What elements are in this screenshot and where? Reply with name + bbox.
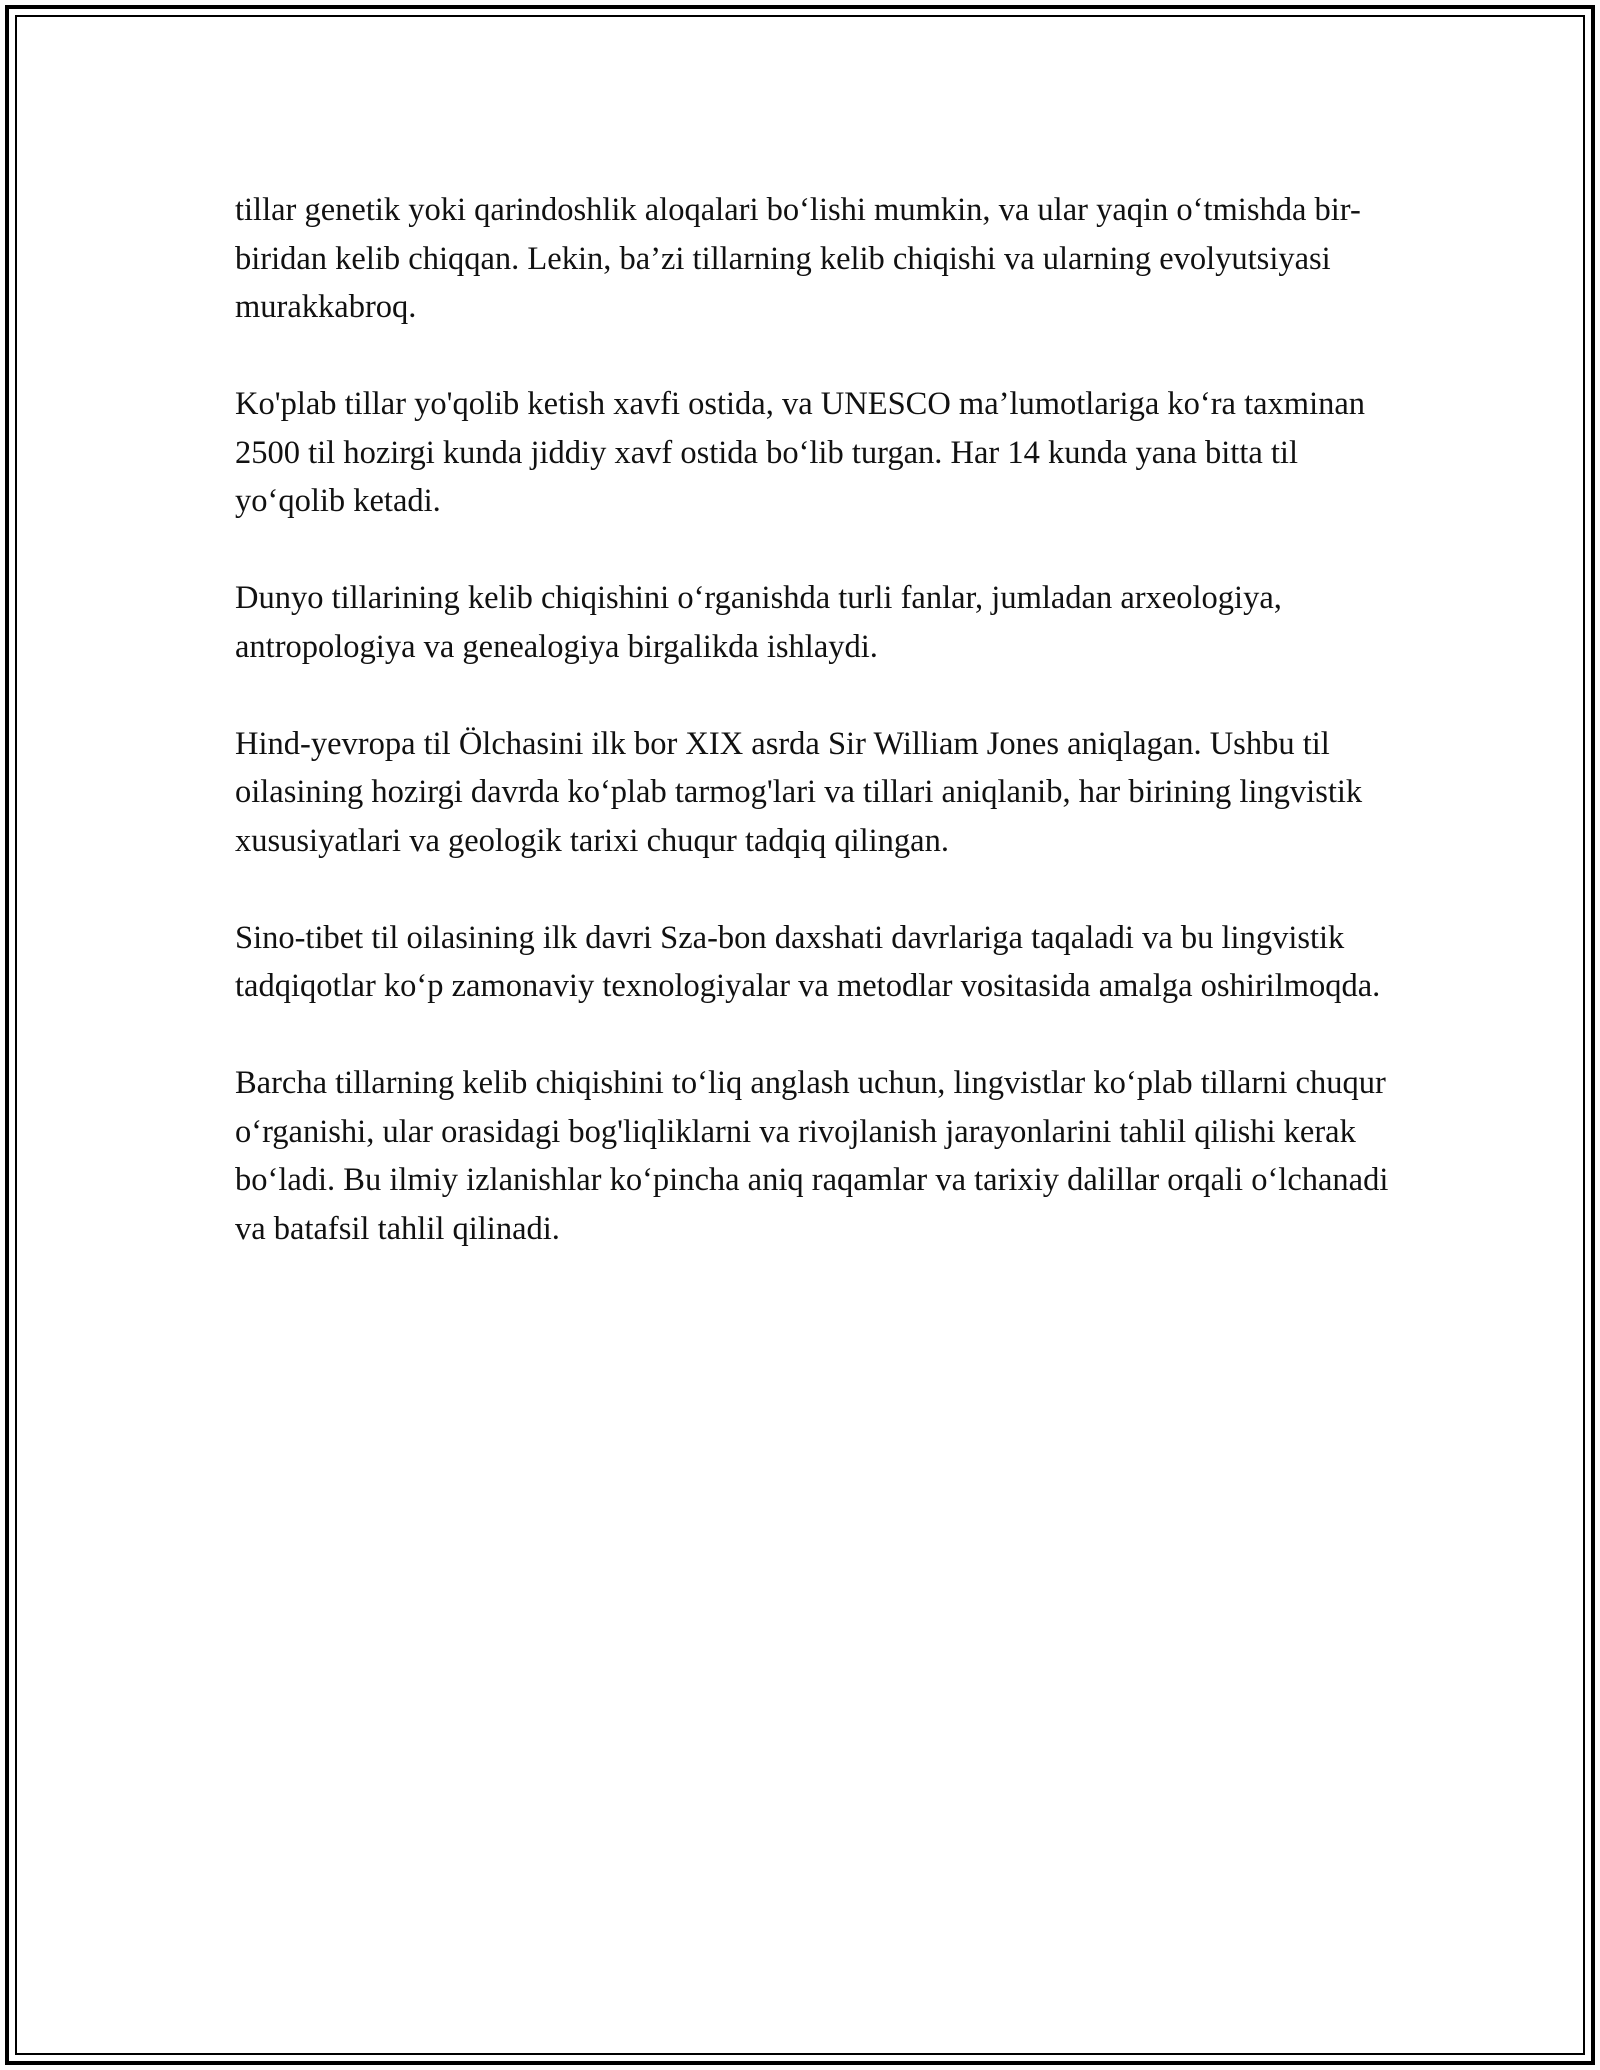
paragraph-3: Dunyo tillarining kelib chiqishini o‘rganishda turli fanlar, jumladan arxeologiya, antropologiya va genealogiya birgalikda ishlaydi. [235, 580, 1282, 665]
paragraph-5: Sino-tibet til oilasining ilk davri Sza-bon daxshati davrlariga taqaladi va bu lingvistik tadqiqotlar ko‘p zamonaviy texnologiyalar va metodlar vositasida amalga oshirilmoqda. [235, 919, 1381, 1004]
paragraph-6: Barcha tillarning kelib chiqishini to‘liq anglash uchun, lingvistlar ko‘plab tillarni chuqur o‘rganishi, ular orasidagi bog'liqliklarni va rivojlanish jarayonlarini tahlil qilishi kerak bo‘ladi. Bu ilmiy izlanishlar ko‘pincha aniq raqamlar va tarixiy dalillar orqali o‘lchanadi va batafsil tahlil qilinadi. [235, 1065, 1389, 1247]
paragraph-2: Ko'plab tillar yo'qolib ketish xavfi ostida, va UNESCO ma’lumotlariga ko‘ra taxminan 2500 til hozirgi kunda jiddiy xavf ostida bo‘lib turgan. Har 14 kunda yana bitta til yo‘qolib ketadi. [235, 386, 1366, 519]
paragraph-4: Hind-yevropa til Ölchasini ilk bor XIX asrda Sir William Jones aniqlagan. Ushbu til oilasining hozirgi davrda ko‘plab tarmog'lari va tillari aniqlanib, har birining lingvistik xususiyatlari va geologik tarixi chuqur tadqiq qilingan. [235, 725, 1363, 859]
document-body [235, 186, 1395, 1253]
paragraph-1: tillar genetik yoki qarindoshlik aloqalari bo‘lishi mumkin, va ular yaqin o‘tmishda bir-biridan kelib chiqqan. Lekin, ba’zi tillarning kelib chiqishi va ularning evolyutsiyasi murakkabroq. [235, 192, 1361, 325]
